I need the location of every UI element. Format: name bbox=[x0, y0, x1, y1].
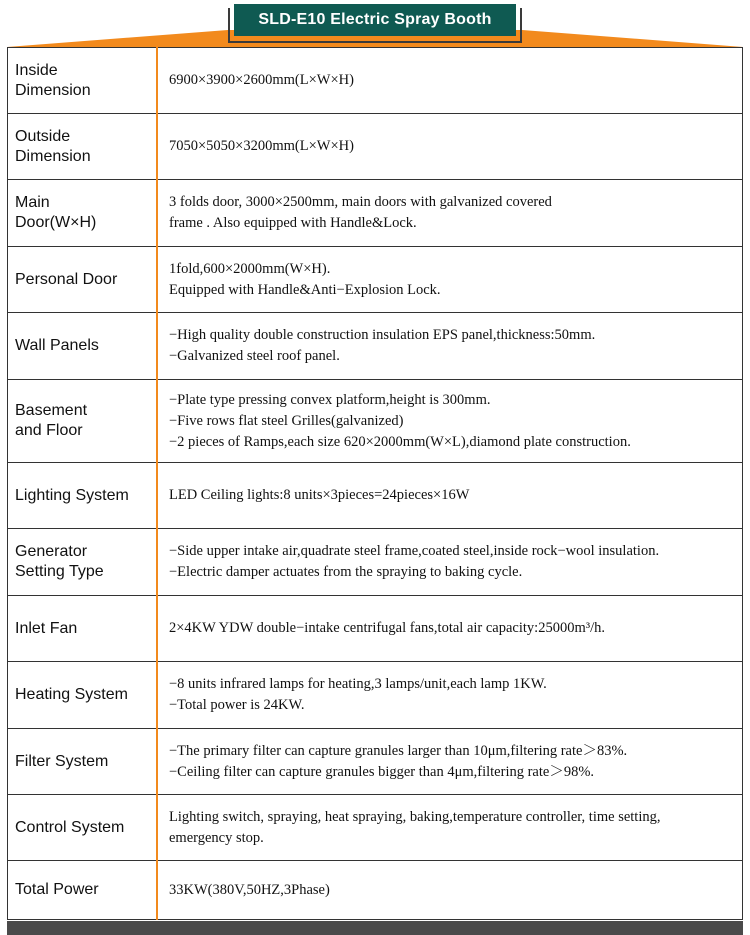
spec-value-line: Lighting switch, spraying, heat spraying, baking,temperature controller, time setting, bbox=[169, 808, 661, 825]
spec-row bbox=[8, 529, 743, 596]
spec-value bbox=[157, 380, 743, 463]
spec-value-line: 7050×5050×3200mm(L×W×H) bbox=[169, 138, 354, 154]
spec-label bbox=[8, 247, 158, 313]
spec-row bbox=[8, 380, 743, 463]
spec-label bbox=[8, 596, 158, 662]
spec-row bbox=[8, 313, 743, 380]
spec-label-line: Heating System bbox=[15, 686, 128, 703]
spec-row bbox=[8, 48, 743, 114]
page-title: SLD-E10 Electric Spray Booth bbox=[234, 4, 516, 36]
spec-value-line: −Plate type pressing convex platform,height is 300mm. bbox=[169, 391, 491, 408]
spec-value-line: −8 units infrared lamps for heating,3 lamps/unit,each lamp 1KW. bbox=[169, 676, 547, 692]
spec-value-line: −The primary filter can capture granules larger than 10μm,filtering rate＞83%. bbox=[169, 742, 628, 759]
spec-label bbox=[8, 729, 158, 795]
spec-label-line: and Floor bbox=[15, 422, 83, 439]
spec-row bbox=[8, 795, 743, 861]
spec-value-line: −Electric damper actuates from the spraying to baking cycle. bbox=[169, 564, 523, 580]
spec-label bbox=[8, 662, 158, 729]
spec-label-line: Dimension bbox=[15, 147, 91, 165]
spec-value-line: 33KW(380V,50HZ,3Phase) bbox=[169, 881, 330, 898]
spec-label bbox=[8, 380, 158, 463]
spec-label-line: Generator bbox=[15, 543, 88, 560]
spec-row bbox=[8, 180, 743, 247]
spec-label bbox=[8, 313, 158, 380]
spec-value-line: Equipped with Handle&Anti−Explosion Lock. bbox=[169, 281, 441, 298]
footer-bar bbox=[7, 921, 743, 935]
spec-value bbox=[157, 662, 743, 729]
spec-row bbox=[8, 662, 743, 729]
spec-label-line: Total Power bbox=[15, 881, 99, 898]
spec-label bbox=[8, 48, 158, 114]
spec-label bbox=[8, 463, 158, 529]
spec-value-line: 2×4KW YDW double−intake centrifugal fans,total air capacity:25000m³/h. bbox=[169, 620, 605, 636]
spec-label-line: Personal Door bbox=[15, 270, 118, 288]
spec-label-line: Inlet Fan bbox=[15, 619, 78, 637]
spec-label-line: Wall Panels bbox=[15, 337, 99, 354]
spec-value-line: −Galvanized steel roof panel. bbox=[169, 348, 340, 364]
spec-value-line: −High quality double construction insulation EPS panel,thickness:50mm. bbox=[169, 327, 596, 343]
spec-label-line: Filter System bbox=[15, 752, 109, 770]
spec-value bbox=[157, 729, 743, 795]
spec-row bbox=[8, 114, 743, 180]
spec-value-line: frame . Also equipped with Handle&Lock. bbox=[169, 215, 417, 231]
spec-label bbox=[8, 795, 158, 861]
spec-label-line: Dimension bbox=[15, 81, 91, 99]
spec-row bbox=[8, 861, 743, 920]
spec-label-line: Outside bbox=[15, 127, 71, 145]
spec-row bbox=[8, 729, 743, 795]
spec-label-line: Control System bbox=[15, 818, 125, 836]
spec-table bbox=[7, 47, 743, 920]
spec-value bbox=[157, 180, 743, 247]
spec-value bbox=[157, 247, 743, 313]
spec-row bbox=[8, 463, 743, 529]
spec-label bbox=[8, 861, 158, 920]
spec-value bbox=[157, 463, 743, 529]
spec-value bbox=[157, 48, 743, 114]
spec-label-line: Main bbox=[15, 194, 50, 211]
spec-value bbox=[157, 861, 743, 920]
spec-value-line: −Five rows flat steel Grilles(galvanized) bbox=[169, 412, 404, 429]
spec-label bbox=[8, 529, 158, 596]
spec-value-line: 1fold,600×2000mm(W×H). bbox=[169, 260, 331, 277]
spec-label bbox=[8, 114, 158, 180]
header bbox=[0, 0, 750, 48]
spec-value-line: −Side upper intake air,quadrate steel frame,coated steel,inside rock−wool insulation. bbox=[169, 543, 660, 559]
spec-value bbox=[157, 529, 743, 596]
spec-label-line: Basement bbox=[15, 402, 88, 419]
spec-label-line: Inside bbox=[15, 61, 58, 79]
spec-value-line: LED Ceiling lights:8 units×3pieces=24pieces×16W bbox=[169, 487, 470, 503]
spec-value-line: 6900×3900×2600mm(L×W×H) bbox=[169, 72, 354, 88]
spec-value-line: −Ceiling filter can capture granules bigger than 4μm,filtering rate＞98%. bbox=[169, 763, 595, 780]
spec-value-line: −Total power is 24KW. bbox=[169, 697, 305, 713]
spec-label-line: Door(W×H) bbox=[15, 214, 97, 231]
spec-value bbox=[157, 114, 743, 180]
spec-label-line: Lighting System bbox=[15, 486, 129, 504]
spec-value bbox=[157, 596, 743, 662]
spec-value bbox=[157, 313, 743, 380]
spec-row bbox=[8, 596, 743, 662]
spec-value-line: −2 pieces of Ramps,each size 620×2000mm(W×L),diamond plate construction. bbox=[169, 433, 631, 450]
spec-value-line: emergency stop. bbox=[169, 829, 264, 846]
spec-row bbox=[8, 247, 743, 313]
spec-label-line: Setting Type bbox=[15, 563, 104, 580]
spec-value-line: 3 folds door, 3000×2500mm, main doors with galvanized covered bbox=[169, 194, 552, 210]
spec-value bbox=[157, 795, 743, 861]
spec-label bbox=[8, 180, 158, 247]
